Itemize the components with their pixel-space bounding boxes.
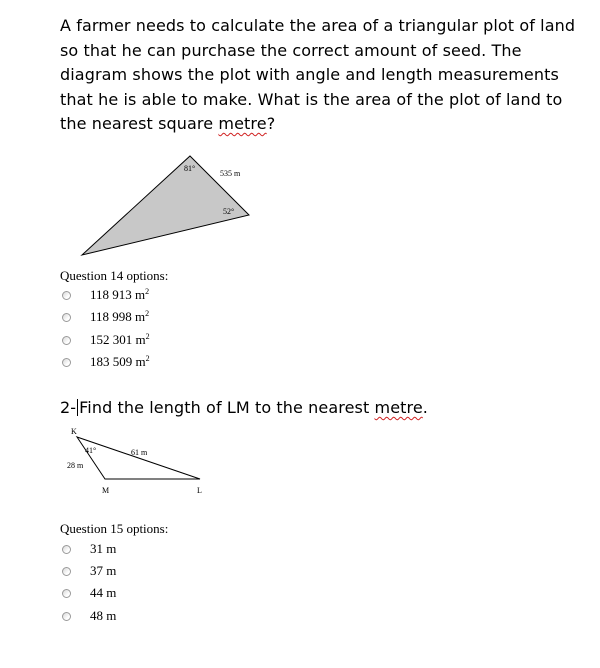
question-15-option-3[interactable] bbox=[62, 584, 116, 602]
radio-button[interactable] bbox=[62, 589, 71, 598]
question-2-main: Find the length of LM to the nearest bbox=[79, 398, 375, 417]
option-label: 118 913 $m^2$ bbox=[90, 287, 150, 302]
triangle-plot-figure bbox=[78, 152, 258, 260]
angle-81-label: 81° bbox=[184, 164, 196, 173]
side-28-label: 28 m bbox=[67, 461, 84, 470]
option-label: 183 509 $m^2$ bbox=[90, 354, 150, 369]
question-14-option-2[interactable] bbox=[62, 308, 149, 326]
question-1-main: A farmer needs to calculate the area of a triangular plot of land so that he can purchase the correct amount of seed. The diagram shows the plot with angle and length measurements that he is able to make. What is the area of the plot of land to the nearest square bbox=[60, 16, 576, 133]
side-535-label: 535 m bbox=[220, 169, 241, 178]
option-label: 31 m bbox=[90, 541, 117, 556]
side-61-label: 61 m bbox=[131, 448, 148, 457]
question-2-text bbox=[60, 398, 428, 417]
question-14-options-title: Question 14 options: bbox=[60, 268, 169, 283]
question-14-option-1[interactable] bbox=[62, 286, 149, 304]
radio-button[interactable] bbox=[62, 336, 71, 345]
question-15-option-2[interactable] bbox=[62, 562, 116, 580]
question-2-prefix: 2- bbox=[60, 398, 77, 417]
radio-button[interactable] bbox=[62, 291, 71, 300]
option-label: 152 301 $m^2$ bbox=[90, 332, 150, 347]
question-14-option-4[interactable] bbox=[62, 353, 150, 371]
vertex-l-label: L bbox=[197, 486, 202, 495]
text-cursor bbox=[77, 399, 78, 416]
spellcheck-flagged-word: metre bbox=[218, 114, 267, 133]
question-14-option-3[interactable] bbox=[62, 331, 150, 349]
question-2-end: . bbox=[422, 398, 428, 417]
option-label: 44 m bbox=[90, 585, 117, 600]
angle-52-label: 52° bbox=[223, 207, 235, 216]
spellcheck-flagged-word: metre bbox=[374, 398, 423, 417]
option-label: 37 m bbox=[90, 563, 117, 578]
radio-button[interactable] bbox=[62, 358, 71, 367]
option-label: 48 m bbox=[90, 608, 117, 623]
angle-41-label: 41° bbox=[85, 446, 97, 455]
triangle-klm bbox=[77, 437, 200, 479]
vertex-m-label: M bbox=[102, 486, 110, 495]
option-label: 118 998 $m^2$ bbox=[90, 309, 150, 324]
triangle-klm-figure bbox=[64, 424, 214, 498]
question-15-option-4[interactable] bbox=[62, 607, 116, 625]
question-15-options-title: Question 15 options: bbox=[60, 521, 169, 536]
question-1-text bbox=[60, 14, 580, 137]
radio-button[interactable] bbox=[62, 545, 71, 554]
question-15-option-1[interactable] bbox=[62, 540, 116, 558]
radio-button[interactable] bbox=[62, 313, 71, 322]
radio-button[interactable] bbox=[62, 612, 71, 621]
question-1-end: ? bbox=[266, 114, 276, 133]
vertex-k-label: K bbox=[71, 427, 77, 436]
radio-button[interactable] bbox=[62, 567, 71, 576]
